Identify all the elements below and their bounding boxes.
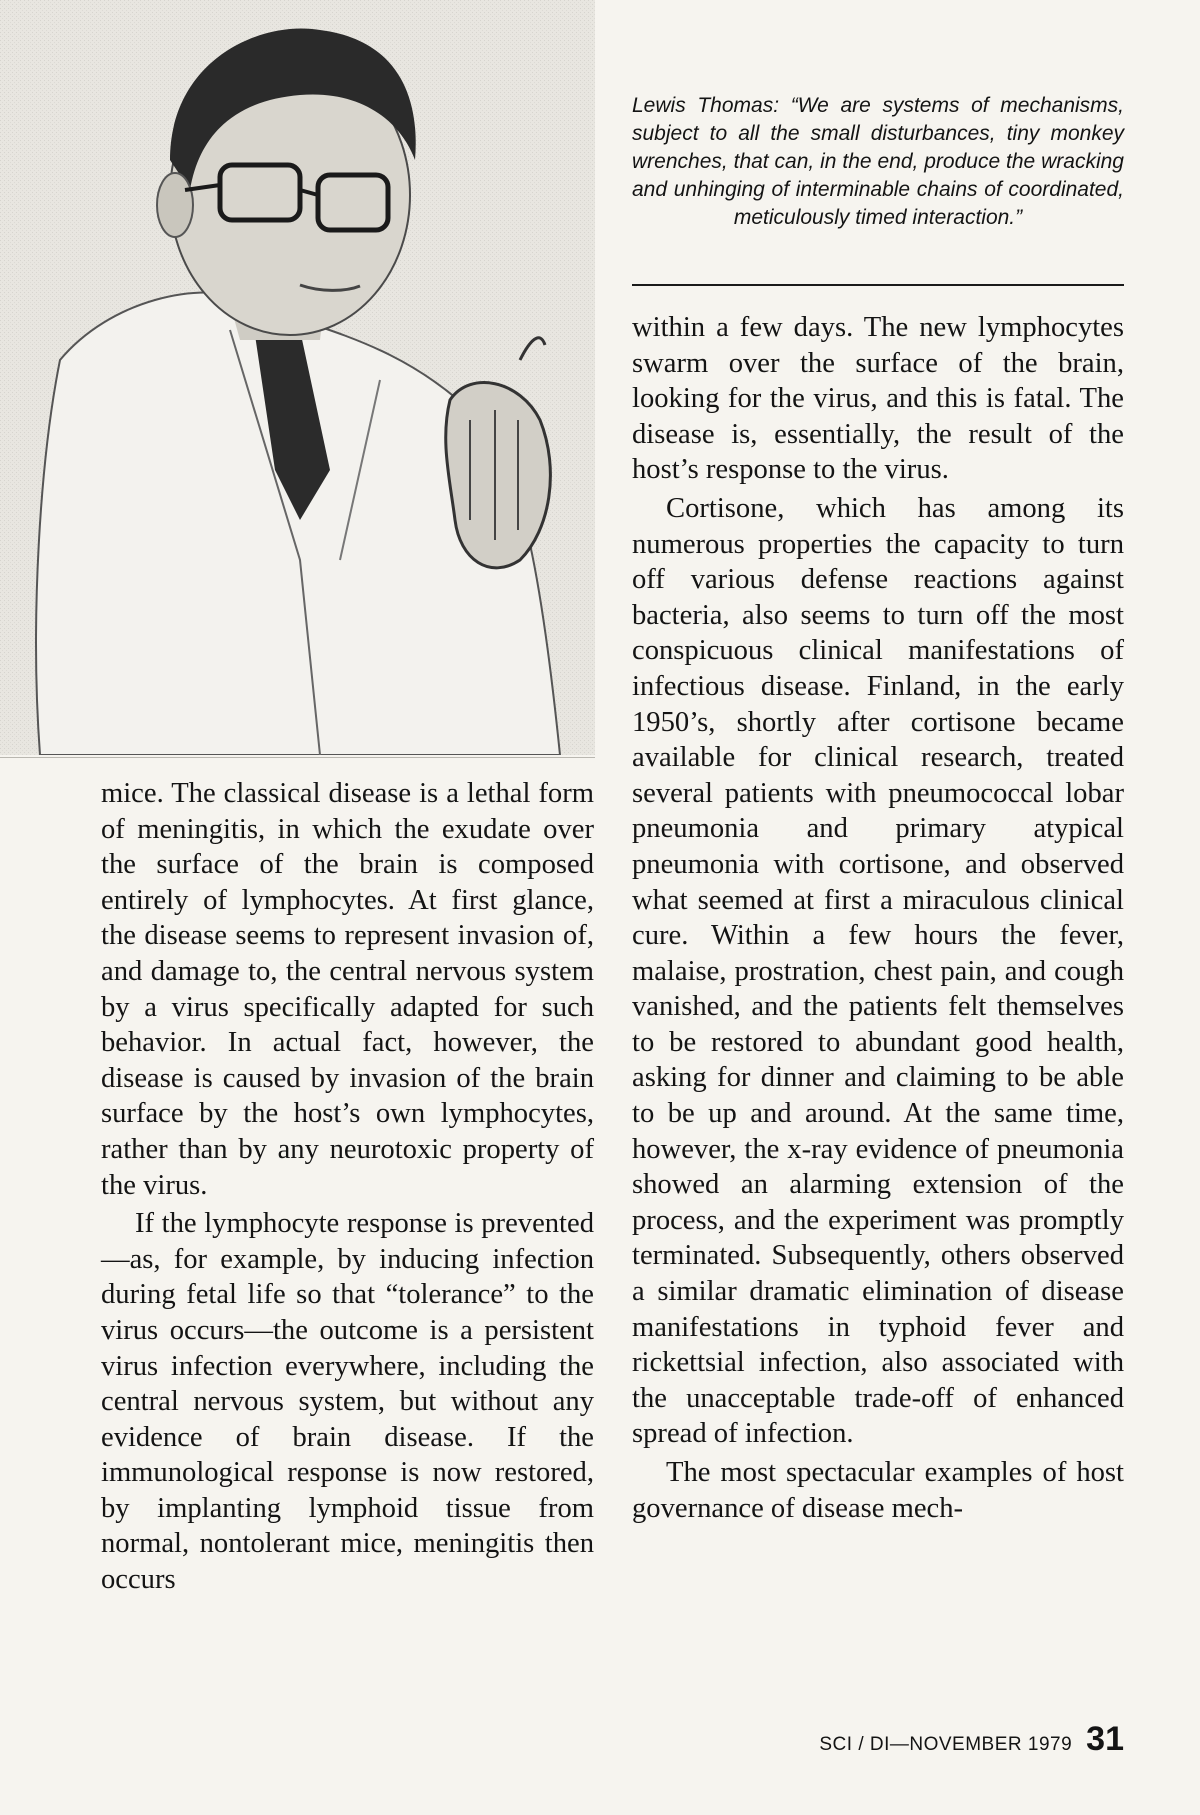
page-number: 31 — [1086, 1720, 1124, 1758]
caption-text: Lewis Thomas: “We are systems of mechanisms, subject to all the small disturbances, tiny monkey wrenches, that can, in the end, produce the wracking and unhinging of interminable chains of coordinated, meticulously timed interaction.” — [632, 94, 1124, 229]
caption-divider — [632, 284, 1124, 286]
right-column — [632, 310, 1124, 1526]
paragraph: mice. The classical disease is a lethal form of meningitis, in which the exudate over the surface of the brain is composed entirely of lymphocytes. At first glance, the disease seems to represent invasion of, and damage to, the central nervous system by a virus specifically adapted for such behavior. In actual fact, however, the disease is caused by invasion of the brain surface by the host’s own lymphocytes, rather than by any neurotoxic property of the virus. — [101, 778, 594, 1201]
paragraph: The most spectacular examples of host governance of disease mech- — [632, 1457, 1124, 1524]
portrait-illustration-icon — [0, 0, 595, 755]
portrait-photo — [0, 0, 595, 755]
left-column — [101, 776, 594, 1598]
page-footer — [819, 1720, 1124, 1759]
publication-line: SCI / DI—NOVEMBER 1979 — [819, 1734, 1073, 1755]
paragraph: within a few days. The new lymphocytes swarm over the surface of the brain, looking for the virus, and this is fatal. The disease is, essentially, the result of the host’s response to the virus. — [632, 312, 1124, 486]
paragraph: If the lymphocyte response is prevented—as, for example, by inducing infection during fetal life so that “tolerance” to the virus occurs—the outcome is a persistent virus infection everywhere, including the central nervous system, but without any evidence of brain disease. If the immunological response is now restored, by implanting lymphoid tissue from normal, nontolerant mice, meningitis then occurs — [101, 1208, 594, 1596]
photo-divider — [0, 757, 595, 758]
paragraph: Cortisone, which has among its numerous properties the capacity to turn off various defense reactions against bacteria, also seems to turn off the most conspicuous clinical manifestations of infectious disease. Finland, in the early 1950’s, shortly after cortisone became available for clinical research, treated several patients with pneumococcal lobar pneumonia and primary atypical pneumonia with cortisone, and observed what seemed at first a miraculous clinical cure. Within a few hours the fever, malaise, prostration, chest pain, and cough vanished, and the patients felt themselves to be restored to abundant good health, asking for dinner and claiming to be able to be up and around. At the same time, however, the x-ray evidence of pneumonia showed an alarming extension of the process, and the experiment was promptly terminated. Subsequently, others observed a similar dramatic elimination of disease manifestations in typhoid fever and rickettsial infection, also associated with the unacceptable trade-off of enhanced spread of infection. — [632, 492, 1124, 1450]
photo-caption — [632, 92, 1124, 232]
